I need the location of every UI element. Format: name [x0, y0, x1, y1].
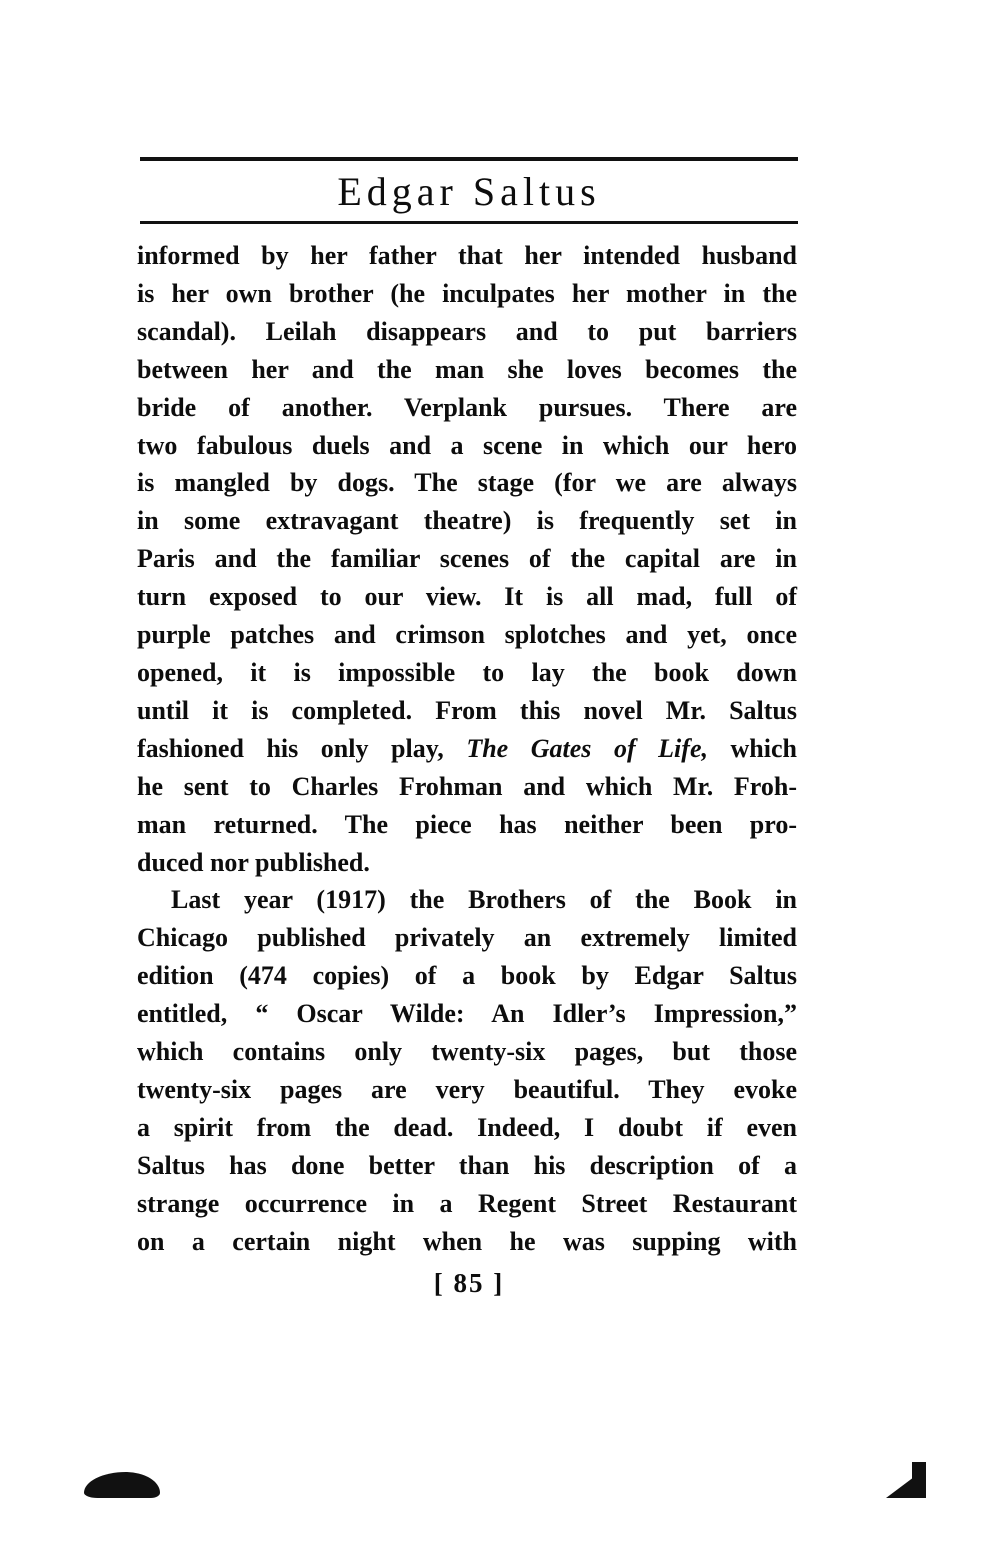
text-line: Last year (1917) the Brothers of the Book in [171, 885, 797, 915]
text-line: until it is completed. From this novel Mr. Saltus [137, 695, 797, 725]
text-line: which contains only twenty-six pages, but those [137, 1037, 797, 1067]
text-line: informed by her father that her intended husband [137, 241, 797, 270]
text-line: Paris and the familiar scenes of the capital are in [137, 544, 797, 574]
text-line: edition (474 copies) of a book by Edgar Saltus [137, 961, 797, 991]
text-line: duced nor published. [137, 847, 370, 877]
ink-blot-left [84, 1472, 160, 1498]
line-text-after-title: which [707, 733, 797, 763]
body-text [137, 237, 797, 1260]
text-line: a spirit from the dead. Indeed, I doubt if even [137, 1112, 797, 1142]
running-head-title: Edgar Saltus [337, 169, 601, 214]
ink-blot-right-tail [912, 1462, 926, 1498]
text-line: two fabulous duels and a scene in which our hero [137, 430, 797, 460]
text-line: in some extravagant theatre) is frequently set in [137, 506, 797, 536]
text-line: strange occurrence in a Regent Street Restaurant [137, 1188, 797, 1218]
text-line: twenty-six pages are very beautiful. They evoke [137, 1074, 797, 1104]
text-line: turn exposed to our view. It is all mad, full of [137, 582, 797, 612]
paragraph-2 [137, 881, 797, 1260]
line-text-before-title: fashioned his only play, [137, 733, 467, 763]
text-line: is her own brother (he inculpates her mother in the [137, 278, 797, 308]
text-line: man returned. The piece has neither been pro- [137, 809, 797, 839]
text-line: Chicago published privately an extremely limited [137, 923, 797, 953]
text-line: between her and the man she loves becomes the [137, 354, 797, 384]
header-rule-bottom [140, 221, 798, 224]
text-line: Saltus has done better than his description of a [137, 1150, 797, 1180]
page-number: [ 85 ] [433, 1268, 505, 1298]
text-line: purple patches and crimson splotches and yet, once [137, 620, 797, 650]
text-line: bride of another. Verplank pursues. There are [137, 392, 797, 422]
text-line: is mangled by dogs. The stage (for we are always [137, 468, 797, 498]
paragraph-1 [137, 237, 797, 881]
text-line: entitled, “ Oscar Wilde: An Idler’s Impression,” [137, 999, 797, 1029]
play-title: The Gates of Life, [466, 733, 708, 763]
text-line: opened, it is impossible to lay the book down [137, 657, 797, 687]
text-line: on a certain night when he was supping with [137, 1226, 797, 1256]
text-line-with-title [137, 730, 797, 768]
header-rule-top [140, 157, 798, 161]
text-line: he sent to Charles Frohman and which Mr. Froh- [137, 771, 797, 801]
text-line: scandal). Leilah disappears and to put barriers [137, 316, 797, 346]
